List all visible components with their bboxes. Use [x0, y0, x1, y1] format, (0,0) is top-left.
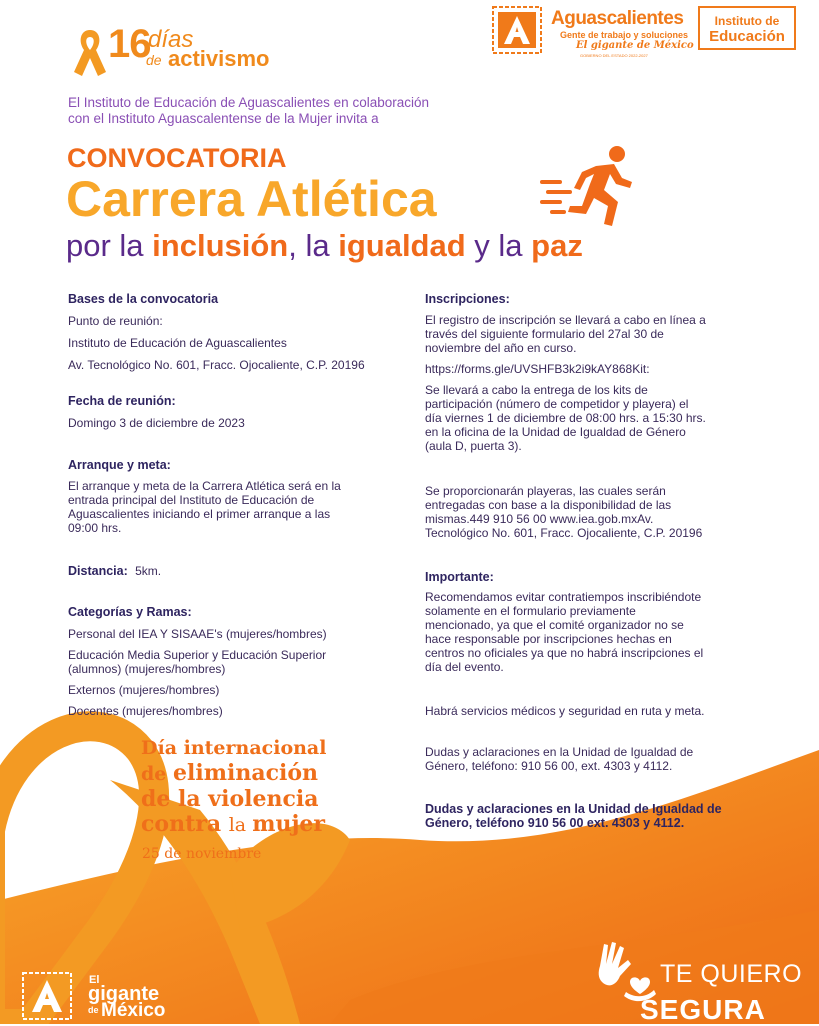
dudas-line2: Género, teléfono: 910 56 00, ext. 4303 y 4112.: [425, 759, 673, 773]
awareness-ribbon-icon: [70, 26, 110, 80]
playeras-section: [425, 484, 702, 540]
instituto-name: Instituto de Educación de Aguascalientes: [68, 336, 287, 350]
kits-line5: (aula D, puerta 3).: [425, 439, 522, 453]
arranque-line3: Aguascalientes iniciando el primer arranque a las: [68, 507, 331, 521]
punto-reunion: Punto de reunión:: [68, 314, 163, 328]
categoria-item: Externos (mujeres/hombres): [68, 683, 220, 697]
importante-section: [425, 570, 703, 674]
iea-logo: [698, 6, 796, 50]
distancia-heading: Distancia:: [68, 564, 128, 578]
arranque-line1: El arranque y meta de la Carrera Atlética será en la: [68, 479, 341, 493]
categorias-section: [68, 605, 327, 718]
insc-line2: través del siguiente formulario del 27al 30 de: [425, 327, 664, 341]
campaign-dias: días: [148, 26, 194, 53]
dia-line4c: mujer: [252, 811, 326, 837]
kits-line3: día viernes 1 de diciembre de 08:00 hrs. a 15:30 hrs.: [425, 411, 706, 425]
tagline-inclusion: inclusión: [152, 228, 289, 263]
importante-heading: Importante:: [425, 570, 494, 584]
intro-line1: El Instituto de Educación de Aguascalientes en colaboración: [68, 95, 429, 110]
dia-line2a: de: [141, 763, 173, 785]
gov-period: GOBIERNO DEL ESTADO 2022-2027: [580, 53, 648, 58]
campaign-de: de: [146, 52, 162, 68]
categoria-item-cont: (alumnos) (mujeres/hombres): [68, 662, 226, 676]
distancia-section: [68, 564, 161, 578]
dia-line2b: eliminación: [173, 760, 319, 786]
insc-line1: El registro de inscripción se llevará a cabo en línea a: [425, 313, 706, 327]
inscripciones-section: [425, 292, 706, 453]
bases-section: [68, 292, 365, 372]
fecha-section: [68, 394, 245, 430]
gigante-logo-icon: [22, 972, 72, 1020]
runner-icon: [538, 144, 636, 230]
categoria-item: Personal del IEA Y SISAAE's (mujeres/hombres): [68, 627, 327, 641]
play-line3: mismas.449 910 56 00 www.iea.gob.mxAv.: [425, 512, 654, 526]
gigante-el: El: [89, 974, 100, 986]
gigante-de: de: [88, 1005, 99, 1015]
gigante-word: gigante: [88, 983, 160, 1005]
bases-heading: Bases de la convocatoria: [68, 292, 219, 306]
dudas-line1: Dudas y aclaraciones en la Unidad de Igualdad de: [425, 745, 694, 759]
dudas-section: [425, 745, 693, 773]
iea-line2: Educación: [709, 28, 785, 45]
categorias-heading: Categorías y Ramas:: [68, 605, 192, 619]
fecha-value: Domingo 3 de diciembre de 2023: [68, 416, 245, 430]
form-link[interactable]: https://forms.gle/UVSHFB3k2i9kAY868Kit:: [425, 362, 650, 376]
play-line1: Se proporcionarán playeras, las cuales serán: [425, 484, 666, 498]
dia-line1: Día internacional: [141, 737, 327, 759]
intro-line2: con el Instituto Aguascalentense de la Mujer invita a: [68, 111, 379, 126]
gov-gigante: El gigante de México: [576, 40, 694, 51]
event-title: Carrera Atlética: [66, 171, 437, 227]
iea-line1: Instituto de: [714, 14, 780, 28]
campaign-activismo: activismo: [168, 46, 270, 71]
distancia-value: 5km.: [135, 564, 162, 578]
dia-line4b: la: [228, 814, 253, 836]
imp-line4: hace responsable por inscripciones hechas en: [425, 632, 672, 646]
categoria-item: Docentes (mujeres/hombres): [68, 704, 223, 718]
insc-line3: noviembre del año en curso.: [425, 341, 577, 355]
address: Av. Tecnológico No. 601, Fracc. Ojocaliente, C.P. 20196: [68, 358, 365, 372]
gov-tagline: Gente de trabajo y soluciones: [560, 30, 689, 40]
kits-line2: participación (número de competidor y playera) el: [425, 397, 689, 411]
dudas-bold-line2: Género, teléfono 910 56 00 ext. 4303 y 4112.: [425, 816, 685, 830]
tagline-igualdad: igualdad: [338, 228, 466, 263]
gov-name: Aguascalientes: [551, 8, 684, 29]
tagline-paz: paz: [531, 228, 583, 263]
event-tagline: [66, 228, 583, 264]
imp-line3: mencionado, ya que el comité organizador no se: [425, 618, 684, 632]
gigante-mexico: México: [101, 1000, 166, 1021]
imp-line5: centros no oficiales ya que no habrá inscripciones el: [425, 646, 704, 660]
kits-line4: en la oficina de la Unidad de Igualdad de Género: [425, 425, 686, 439]
arranque-section: [68, 458, 341, 535]
tagline-la: , la: [288, 228, 339, 263]
aguascalientes-logo-icon: [492, 6, 542, 54]
dudas-bold-section: [425, 802, 722, 830]
inscripciones-heading: Inscripciones:: [425, 292, 510, 306]
arranque-line2: entrada principal del Instituto de Educación de: [68, 493, 315, 507]
intro-text: [68, 95, 429, 127]
arranque-line4: 09:00 hrs.: [68, 521, 122, 535]
te-quiero-text: TE QUIERO: [660, 960, 803, 988]
fecha-heading: Fecha de reunión:: [68, 394, 176, 408]
kits-line1: Se llevará a cabo la entrega de los kits de: [425, 383, 648, 397]
tagline-por: por la: [66, 228, 153, 263]
segura-text: SEGURA: [640, 994, 766, 1025]
convocatoria-label: CONVOCATORIA: [67, 143, 287, 173]
servicios-text: Habrá servicios médicos y seguridad en ruta y meta.: [425, 704, 705, 718]
campaign-number: 16: [108, 22, 151, 66]
imp-line1: Recomendamos evitar contratiempos inscribiéndote: [425, 590, 702, 604]
play-line2: entregadas con base a la disponibilidad de las: [425, 498, 672, 512]
international-day-title: [141, 736, 326, 838]
arranque-heading: Arranque y meta:: [68, 458, 171, 472]
international-day-date: 25 de noviembre: [142, 846, 262, 862]
dia-line3: de la violencia: [141, 786, 319, 812]
imp-line2: solamente en el formulario previamente: [425, 604, 636, 618]
play-line4: Tecnológico No. 601, Fracc. Ojocaliente, C.P. 20196: [425, 526, 703, 540]
dudas-bold-line1: Dudas y aclaraciones en la Unidad de Igualdad de: [425, 802, 722, 816]
dia-line4a: contra: [141, 811, 229, 837]
tagline-y: y la: [465, 228, 532, 263]
categoria-item: Educación Media Superior y Educación Superior: [68, 648, 327, 662]
imp-line6: día del evento.: [425, 660, 504, 674]
